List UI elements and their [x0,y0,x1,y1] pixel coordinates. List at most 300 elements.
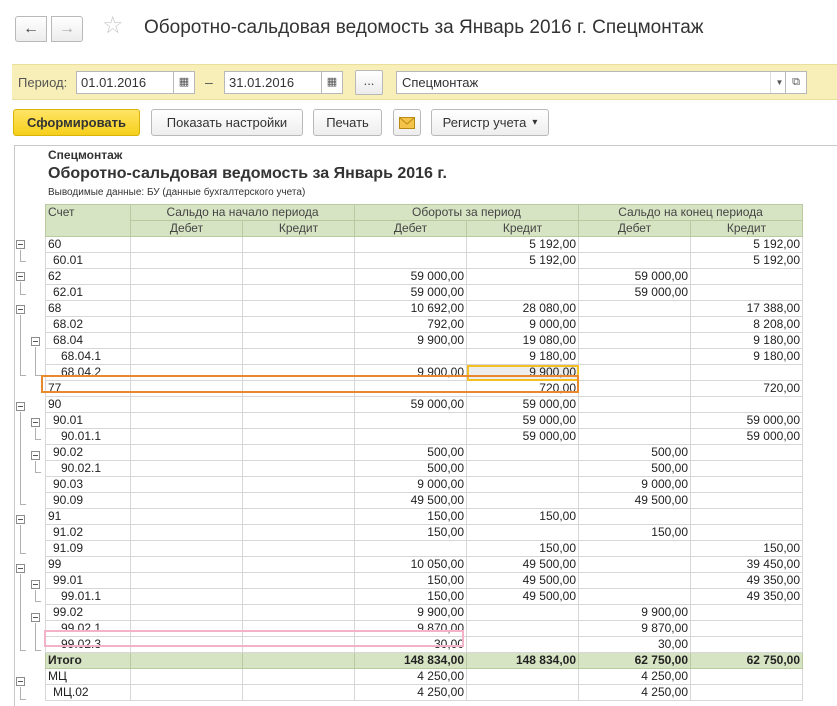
closing-credit-cell[interactable] [691,493,803,509]
closing-credit-cell[interactable]: 5 192,00 [691,237,803,253]
organization-input[interactable] [396,71,789,94]
collapse-group-icon[interactable] [31,337,40,346]
opening-debit-cell[interactable] [131,557,243,573]
opening-credit-cell[interactable] [243,317,355,333]
account-cell[interactable]: 62 [46,269,131,285]
table-row[interactable] [46,381,803,397]
opening-debit-cell[interactable] [131,509,243,525]
report-shown-data: Выводимые данные: БУ (данные бухгалтерского учета) [48,187,306,198]
tree-line [20,294,26,295]
opening-debit-cell[interactable] [131,397,243,413]
turnover-debit-cell[interactable]: 148 834,00 [355,653,467,669]
turnover-debit-cell[interactable]: 59 000,00 [355,397,467,413]
opening-credit-cell[interactable] [243,541,355,557]
closing-debit-cell[interactable]: 62 750,00 [579,653,691,669]
turnover-credit-cell[interactable] [467,621,579,637]
collapse-group-icon[interactable] [16,305,25,314]
opening-debit-cell[interactable] [131,285,243,301]
account-cell[interactable]: 68.02 [46,317,131,333]
closing-debit-cell[interactable] [579,333,691,349]
tree-line [35,472,41,473]
star-icon[interactable]: ☆ [102,12,124,39]
closing-debit-cell[interactable]: 150,00 [579,525,691,541]
turnover-debit-cell[interactable]: 59 000,00 [355,285,467,301]
account-cell[interactable]: 90.09 [46,493,131,509]
turnover-debit-header: Дебет [355,221,467,237]
closing-credit-cell[interactable] [691,685,803,701]
date-from-input[interactable]: 01.01.2016 [76,71,174,94]
table-subheader-row [46,221,803,237]
turnover-credit-cell[interactable] [467,669,579,685]
collapse-group-icon[interactable] [31,580,40,589]
closing-credit-cell[interactable]: 150,00 [691,541,803,557]
turnover-credit-cell[interactable]: 49 500,00 [467,573,579,589]
closing-debit-cell[interactable]: 500,00 [579,461,691,477]
turnover-debit-cell[interactable]: 9 900,00 [355,605,467,621]
calendar-to-button[interactable] [321,71,343,94]
tree-line [20,574,21,651]
turnover-credit-cell[interactable]: 5 192,00 [467,237,579,253]
opening-credit-cell[interactable] [243,429,355,445]
closing-debit-cell[interactable]: 49 500,00 [579,493,691,509]
opening-debit-cell[interactable] [131,477,243,493]
opening-debit-cell[interactable] [131,301,243,317]
table-row[interactable] [46,589,803,605]
table-row[interactable] [46,477,803,493]
turnover-debit-cell[interactable]: 59 000,00 [355,269,467,285]
turnover-credit-cell[interactable] [467,525,579,541]
closing-debit-cell[interactable] [579,237,691,253]
turnover-debit-cell[interactable] [355,253,467,269]
opening-debit-cell[interactable] [131,333,243,349]
turnover-credit-cell[interactable]: 19 080,00 [467,333,579,349]
collapse-group-icon[interactable] [31,613,40,622]
table-row[interactable] [46,269,803,285]
dropdown-arrow-icon[interactable]: ▼ [770,72,788,93]
opening-credit-cell[interactable] [243,525,355,541]
print-button[interactable]: Печать [313,109,382,136]
closing-credit-cell[interactable] [691,637,803,653]
turnover-debit-cell[interactable] [355,381,467,397]
opening-credit-cell[interactable] [243,557,355,573]
closing-debit-cell[interactable] [579,397,691,413]
tree-line [20,525,21,553]
turnover-debit-cell[interactable]: 4 250,00 [355,669,467,685]
closing-credit-cell[interactable]: 49 350,00 [691,589,803,605]
back-button[interactable] [15,16,47,42]
closing-debit-cell[interactable] [579,349,691,365]
closing-debit-cell[interactable]: 4 250,00 [579,669,691,685]
table-row[interactable] [46,557,803,573]
closing-debit-cell[interactable] [579,541,691,557]
table-row[interactable] [46,285,803,301]
turnover-credit-cell[interactable] [467,461,579,477]
turnover-header: Обороты за период [355,205,579,221]
account-cell[interactable]: 60.01 [46,253,131,269]
opening-credit-cell[interactable] [243,621,355,637]
table-row[interactable] [46,525,803,541]
opening-debit-cell[interactable] [131,381,243,397]
turnover-credit-cell[interactable]: 148 834,00 [467,653,579,669]
opening-credit-cell[interactable] [243,349,355,365]
turnover-credit-cell[interactable]: 9 900,00 [467,365,579,381]
account-cell[interactable]: 90.03 [46,477,131,493]
account-cell[interactable]: МЦ.02 [46,685,131,701]
opening-debit-cell[interactable] [131,269,243,285]
opening-debit-cell[interactable] [131,413,243,429]
opening-credit-cell[interactable] [243,397,355,413]
register-button[interactable] [431,109,549,136]
opening-credit-cell[interactable] [243,413,355,429]
organization-value: Спецмонтаж [402,75,479,90]
closing-debit-header: Дебет [579,221,691,237]
opening-debit-cell[interactable] [131,237,243,253]
tree-line [35,623,36,651]
generate-button[interactable]: Сформировать [13,109,140,136]
turnover-credit-cell[interactable] [467,477,579,493]
closing-debit-cell[interactable]: 30,00 [579,637,691,653]
closing-debit-cell[interactable]: 59 000,00 [579,269,691,285]
arrow-left-icon: ← [23,20,39,37]
closing-debit-cell[interactable] [579,301,691,317]
closing-credit-cell[interactable]: 59 000,00 [691,413,803,429]
account-cell[interactable]: МЦ [46,669,131,685]
table-row[interactable] [46,349,803,365]
table-row[interactable] [46,509,803,525]
tree-line [20,315,21,376]
account-cell[interactable]: 62.01 [46,285,131,301]
opening-credit-cell[interactable] [243,381,355,397]
opening-credit-cell[interactable] [243,301,355,317]
table-row[interactable] [46,605,803,621]
account-cell[interactable]: 60 [46,237,131,253]
collapse-group-icon[interactable] [16,564,25,573]
closing-credit-cell[interactable] [691,269,803,285]
collapse-group-icon[interactable] [16,677,25,686]
account-cell[interactable]: 90.02 [46,445,131,461]
open-organization-button[interactable] [785,71,807,94]
account-cell[interactable]: Итого [46,653,131,669]
table-row[interactable] [46,413,803,429]
opening-balance-header: Сальдо на начало периода [131,205,355,221]
opening-debit-header: Дебет [131,221,243,237]
turnover-debit-cell[interactable]: 150,00 [355,573,467,589]
tree-line [35,347,36,375]
dropdown-arrow-icon: ▾ [532,117,538,128]
closing-debit-cell[interactable] [579,317,691,333]
arrow-right-icon: → [59,20,75,37]
closing-credit-cell[interactable]: 62 750,00 [691,653,803,669]
turnover-debit-cell[interactable]: 30,00 [355,637,467,653]
turnover-debit-cell[interactable]: 9 000,00 [355,477,467,493]
account-cell[interactable]: 91 [46,509,131,525]
closing-credit-cell[interactable]: 9 180,00 [691,333,803,349]
table-row[interactable] [46,253,803,269]
closing-credit-cell[interactable] [691,669,803,685]
send-email-button[interactable] [393,109,421,136]
calendar-icon: ▦ [178,76,190,88]
opening-debit-cell[interactable] [131,573,243,589]
tree-line [20,375,26,376]
tree-line [20,553,26,554]
turnover-debit-cell[interactable]: 9 900,00 [355,365,467,381]
table-row[interactable] [46,365,803,381]
opening-credit-cell[interactable] [243,605,355,621]
tree-line [20,650,26,651]
turnover-debit-cell[interactable]: 500,00 [355,461,467,477]
account-cell[interactable]: 68.04.1 [46,349,131,365]
closing-credit-cell[interactable]: 8 208,00 [691,317,803,333]
closing-debit-cell[interactable] [579,381,691,397]
collapse-group-icon[interactable] [31,451,40,460]
opening-credit-header: Кредит [243,221,355,237]
account-cell[interactable]: 91.09 [46,541,131,557]
tree-line [35,439,41,440]
opening-credit-cell[interactable] [243,269,355,285]
table-row[interactable] [46,237,803,253]
turnover-balance-table [45,204,803,701]
report-organization: Спецмонтаж [48,148,123,162]
tree-line [20,504,26,505]
turnover-credit-cell[interactable]: 59 000,00 [467,397,579,413]
opening-credit-cell[interactable] [243,493,355,509]
turnover-debit-cell[interactable]: 4 250,00 [355,685,467,701]
turnover-debit-cell[interactable]: 9 870,00 [355,621,467,637]
period-dash: – [205,74,213,90]
turnover-debit-cell[interactable] [355,413,467,429]
table-row[interactable] [46,637,803,653]
tree-line [35,375,41,376]
account-cell[interactable]: 91.02 [46,525,131,541]
turnover-credit-cell[interactable] [467,285,579,301]
account-cell[interactable]: 99.02.1 [46,621,131,637]
turnover-credit-cell[interactable]: 49 500,00 [467,557,579,573]
date-to-input[interactable]: 31.01.2016 [224,71,322,94]
table-row[interactable] [46,493,803,509]
closing-credit-cell[interactable]: 9 180,00 [691,349,803,365]
account-cell[interactable]: 90.02.1 [46,461,131,477]
opening-credit-cell[interactable] [243,669,355,685]
turnover-credit-cell[interactable]: 5 192,00 [467,253,579,269]
closing-debit-cell[interactable]: 500,00 [579,445,691,461]
opening-credit-cell[interactable] [243,253,355,269]
table-row[interactable] [46,461,803,477]
account-cell[interactable]: 90.01.1 [46,429,131,445]
opening-credit-cell[interactable] [243,365,355,381]
closing-credit-cell[interactable]: 59 000,00 [691,429,803,445]
opening-debit-cell[interactable] [131,253,243,269]
turnover-credit-cell[interactable]: 9 180,00 [467,349,579,365]
closing-credit-cell[interactable] [691,509,803,525]
turnover-debit-cell[interactable]: 10 692,00 [355,301,467,317]
account-cell[interactable]: 99 [46,557,131,573]
account-cell[interactable]: 99.01.1 [46,589,131,605]
opening-debit-cell[interactable] [131,605,243,621]
turnover-credit-cell[interactable]: 150,00 [467,541,579,557]
closing-debit-cell[interactable] [579,429,691,445]
opening-credit-cell[interactable] [243,333,355,349]
turnover-debit-cell[interactable]: 150,00 [355,589,467,605]
collapse-group-icon[interactable] [16,240,25,249]
table-row[interactable] [46,445,803,461]
total-row[interactable] [46,653,803,669]
opening-debit-cell[interactable] [131,349,243,365]
closing-credit-cell[interactable] [691,365,803,381]
table-row[interactable] [46,685,803,701]
turnover-credit-cell[interactable]: 9 000,00 [467,317,579,333]
turnover-debit-cell[interactable] [355,541,467,557]
turnover-debit-cell[interactable]: 500,00 [355,445,467,461]
closing-credit-cell[interactable] [691,461,803,477]
show-settings-button[interactable]: Показать настройки [151,109,303,136]
turnover-credit-cell[interactable] [467,269,579,285]
opening-credit-cell[interactable] [243,237,355,253]
table-row[interactable] [46,317,803,333]
opening-debit-cell[interactable] [131,493,243,509]
closing-debit-cell[interactable] [579,413,691,429]
opening-credit-cell[interactable] [243,685,355,701]
opening-debit-cell[interactable] [131,525,243,541]
turnover-debit-cell[interactable]: 49 500,00 [355,493,467,509]
opening-debit-cell[interactable] [131,621,243,637]
account-cell[interactable]: 68.04 [46,333,131,349]
table-row[interactable] [46,397,803,413]
opening-debit-cell[interactable] [131,541,243,557]
table-row[interactable] [46,301,803,317]
closing-balance-header: Сальдо на конец периода [579,205,803,221]
closing-debit-cell[interactable]: 4 250,00 [579,685,691,701]
turnover-debit-cell[interactable]: 9 900,00 [355,333,467,349]
table-row[interactable] [46,333,803,349]
opening-credit-cell[interactable] [243,445,355,461]
closing-debit-cell[interactable]: 59 000,00 [579,285,691,301]
turnover-credit-cell[interactable]: 59 000,00 [467,429,579,445]
turnover-credit-cell[interactable]: 720,00 [467,381,579,397]
closing-credit-cell[interactable]: 17 388,00 [691,301,803,317]
select-period-button[interactable]: ... [355,70,383,95]
turnover-debit-cell[interactable]: 150,00 [355,525,467,541]
opening-credit-cell[interactable] [243,653,355,669]
opening-debit-cell[interactable] [131,653,243,669]
closing-credit-cell[interactable] [691,445,803,461]
account-cell[interactable]: 68.04.2 [46,365,131,381]
opening-credit-cell[interactable] [243,509,355,525]
opening-debit-cell[interactable] [131,685,243,701]
closing-debit-cell[interactable]: 9 900,00 [579,605,691,621]
opening-credit-cell[interactable] [243,637,355,653]
turnover-debit-cell[interactable] [355,237,467,253]
turnover-debit-cell[interactable] [355,349,467,365]
table-row[interactable] [46,621,803,637]
table-row[interactable] [46,429,803,445]
period-label: Период: [18,75,68,90]
closing-debit-cell[interactable] [579,509,691,525]
turnover-credit-cell[interactable] [467,605,579,621]
opening-credit-cell[interactable] [243,573,355,589]
account-cell[interactable]: 99.02.3 [46,637,131,653]
collapse-group-icon[interactable] [31,418,40,427]
closing-debit-cell[interactable] [579,589,691,605]
turnover-credit-cell[interactable] [467,685,579,701]
turnover-credit-cell[interactable]: 59 000,00 [467,413,579,429]
opening-debit-cell[interactable] [131,445,243,461]
turnover-debit-cell[interactable]: 150,00 [355,509,467,525]
forward-button[interactable] [51,16,83,42]
window-title: Оборотно-сальдовая ведомость за Январь 2016 г. Спецмонтаж [144,17,704,38]
closing-credit-cell[interactable]: 5 192,00 [691,253,803,269]
opening-credit-cell[interactable] [243,477,355,493]
closing-credit-cell[interactable]: 49 350,00 [691,573,803,589]
turnover-credit-cell[interactable]: 49 500,00 [467,589,579,605]
account-cell[interactable]: 99.02 [46,605,131,621]
closing-debit-cell[interactable] [579,253,691,269]
turnover-credit-cell[interactable]: 150,00 [467,509,579,525]
turnover-debit-cell[interactable]: 10 050,00 [355,557,467,573]
opening-debit-cell[interactable] [131,365,243,381]
opening-credit-cell[interactable] [243,461,355,477]
tree-line [20,699,26,700]
table-row[interactable] [46,669,803,685]
account-cell[interactable]: 99.01 [46,573,131,589]
closing-credit-cell[interactable] [691,525,803,541]
calendar-icon: ▦ [326,76,338,88]
closing-credit-cell[interactable] [691,285,803,301]
account-cell[interactable]: 68 [46,301,131,317]
table-header-row [46,205,803,221]
opening-debit-cell[interactable] [131,317,243,333]
closing-credit-cell[interactable] [691,621,803,637]
closing-debit-cell[interactable]: 9 000,00 [579,477,691,493]
opening-debit-cell[interactable] [131,669,243,685]
closing-credit-cell[interactable] [691,397,803,413]
collapse-group-icon[interactable] [16,515,25,524]
table-row[interactable] [46,573,803,589]
account-cell[interactable]: 90 [46,397,131,413]
collapse-group-icon[interactable] [16,402,25,411]
report-title: Оборотно-сальдовая ведомость за Январь 2016 г. [48,165,447,182]
opening-credit-cell[interactable] [243,285,355,301]
turnover-credit-cell[interactable]: 28 080,00 [467,301,579,317]
turnover-credit-cell[interactable] [467,445,579,461]
closing-credit-cell[interactable] [691,605,803,621]
opening-credit-cell[interactable] [243,589,355,605]
table-row[interactable] [46,541,803,557]
closing-debit-cell[interactable] [579,557,691,573]
account-column-header[interactable]: Счет [46,205,131,237]
opening-debit-cell[interactable] [131,589,243,605]
closing-credit-cell[interactable] [691,477,803,493]
closing-debit-cell[interactable] [579,365,691,381]
title-bar [0,0,837,60]
account-cell[interactable]: 77 [46,381,131,397]
turnover-credit-cell[interactable] [467,637,579,653]
closing-credit-cell[interactable]: 39 450,00 [691,557,803,573]
turnover-debit-cell[interactable]: 792,00 [355,317,467,333]
opening-debit-cell[interactable] [131,637,243,653]
opening-debit-cell[interactable] [131,461,243,477]
collapse-group-icon[interactable] [16,272,25,281]
turnover-credit-header: Кредит [467,221,579,237]
calendar-from-button[interactable] [173,71,195,94]
closing-debit-cell[interactable]: 9 870,00 [579,621,691,637]
tree-line [35,601,41,602]
closing-credit-cell[interactable]: 720,00 [691,381,803,397]
turnover-debit-cell[interactable] [355,429,467,445]
account-cell[interactable]: 90.01 [46,413,131,429]
opening-debit-cell[interactable] [131,429,243,445]
closing-debit-cell[interactable] [579,573,691,589]
turnover-credit-cell[interactable] [467,493,579,509]
